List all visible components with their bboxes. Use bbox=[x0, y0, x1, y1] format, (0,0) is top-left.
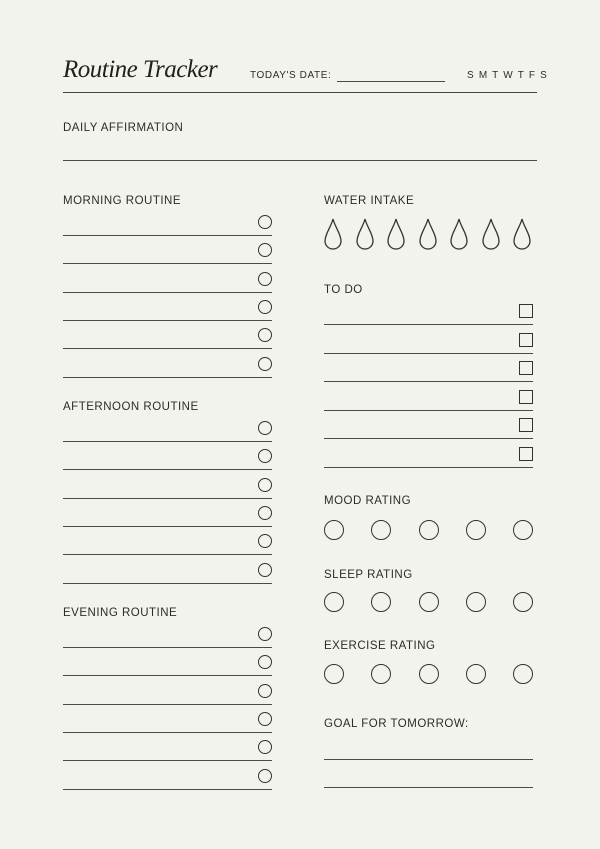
todo-checkbox[interactable] bbox=[519, 390, 533, 404]
exercise-rating-label: EXERCISE RATING bbox=[324, 640, 436, 652]
rating-circle[interactable] bbox=[513, 592, 533, 612]
todo-entry-line[interactable] bbox=[324, 410, 533, 411]
water-drop-icon[interactable] bbox=[419, 218, 437, 250]
affirmation-line[interactable] bbox=[63, 160, 537, 161]
rating-circle[interactable] bbox=[324, 592, 344, 612]
todo-label: TO DO bbox=[324, 284, 363, 296]
morning-routine-label: MORNING ROUTINE bbox=[63, 195, 182, 207]
routine-check-circle[interactable] bbox=[258, 272, 272, 286]
routine-entry-line[interactable] bbox=[63, 526, 272, 527]
routine-entry-line[interactable] bbox=[63, 554, 272, 555]
page-title: Routine Tracker bbox=[63, 56, 218, 83]
todo-entry-line[interactable] bbox=[324, 438, 533, 439]
routine-entry-line[interactable] bbox=[63, 675, 272, 676]
water-drop-icon[interactable] bbox=[450, 218, 468, 250]
routine-entry-line[interactable] bbox=[63, 292, 272, 293]
routine-check-circle[interactable] bbox=[258, 478, 272, 492]
routine-entry-line[interactable] bbox=[63, 583, 272, 584]
rating-circle[interactable] bbox=[513, 664, 533, 684]
routine-check-circle[interactable] bbox=[258, 655, 272, 669]
routine-check-circle[interactable] bbox=[258, 215, 272, 229]
routine-entry-line[interactable] bbox=[63, 789, 272, 790]
routine-check-circle[interactable] bbox=[258, 421, 272, 435]
todo-checkbox[interactable] bbox=[519, 447, 533, 461]
rating-circle[interactable] bbox=[419, 520, 439, 540]
routine-entry-line[interactable] bbox=[63, 377, 272, 378]
rating-circle[interactable] bbox=[324, 520, 344, 540]
water-drop-icon[interactable] bbox=[356, 218, 374, 250]
date-field-line[interactable] bbox=[337, 81, 445, 82]
routine-check-circle[interactable] bbox=[258, 740, 272, 754]
water-drop-icon[interactable] bbox=[482, 218, 500, 250]
routine-entry-line[interactable] bbox=[63, 235, 272, 236]
sleep-rating-label: SLEEP RATING bbox=[324, 569, 413, 581]
routine-check-circle[interactable] bbox=[258, 328, 272, 342]
routine-entry-line[interactable] bbox=[63, 704, 272, 705]
water-drop-icon[interactable] bbox=[324, 218, 342, 250]
todo-checkbox[interactable] bbox=[519, 304, 533, 318]
header-divider bbox=[63, 92, 537, 93]
routine-check-circle[interactable] bbox=[258, 712, 272, 726]
routine-check-circle[interactable] bbox=[258, 243, 272, 257]
routine-check-circle[interactable] bbox=[258, 449, 272, 463]
routine-check-circle[interactable] bbox=[258, 684, 272, 698]
rating-circle[interactable] bbox=[513, 520, 533, 540]
routine-entry-line[interactable] bbox=[63, 647, 272, 648]
routine-check-circle[interactable] bbox=[258, 563, 272, 577]
rating-circle[interactable] bbox=[419, 664, 439, 684]
date-label: TODAY'S DATE: bbox=[250, 70, 332, 81]
routine-check-circle[interactable] bbox=[258, 534, 272, 548]
water-drop-icon[interactable] bbox=[513, 218, 531, 250]
routine-entry-line[interactable] bbox=[63, 498, 272, 499]
routine-entry-line[interactable] bbox=[63, 760, 272, 761]
rating-circle[interactable] bbox=[371, 520, 391, 540]
rating-circle[interactable] bbox=[371, 592, 391, 612]
rating-circle[interactable] bbox=[466, 592, 486, 612]
todo-checkbox[interactable] bbox=[519, 418, 533, 432]
water-intake-label: WATER INTAKE bbox=[324, 195, 415, 207]
rating-circle[interactable] bbox=[324, 664, 344, 684]
rating-circle[interactable] bbox=[371, 664, 391, 684]
routine-check-circle[interactable] bbox=[258, 627, 272, 641]
afternoon-routine-label: AFTERNOON ROUTINE bbox=[63, 401, 199, 413]
routine-entry-line[interactable] bbox=[63, 732, 272, 733]
goal-label: GOAL FOR TOMORROW: bbox=[324, 718, 469, 730]
mood-rating-label: MOOD RATING bbox=[324, 495, 412, 507]
affirmation-label: DAILY AFFIRMATION bbox=[63, 122, 184, 134]
weekday-selector[interactable]: S M T W T F S bbox=[467, 70, 548, 81]
goal-entry-line[interactable] bbox=[324, 787, 533, 788]
todo-checkbox[interactable] bbox=[519, 333, 533, 347]
routine-entry-line[interactable] bbox=[63, 320, 272, 321]
todo-entry-line[interactable] bbox=[324, 353, 533, 354]
routine-entry-line[interactable] bbox=[63, 348, 272, 349]
routine-entry-line[interactable] bbox=[63, 469, 272, 470]
todo-checkbox[interactable] bbox=[519, 361, 533, 375]
rating-circle[interactable] bbox=[419, 592, 439, 612]
routine-check-circle[interactable] bbox=[258, 357, 272, 371]
routine-entry-line[interactable] bbox=[63, 263, 272, 264]
routine-check-circle[interactable] bbox=[258, 300, 272, 314]
todo-entry-line[interactable] bbox=[324, 467, 533, 468]
goal-entry-line[interactable] bbox=[324, 759, 533, 760]
rating-circle[interactable] bbox=[466, 664, 486, 684]
evening-routine-label: EVENING ROUTINE bbox=[63, 607, 178, 619]
todo-entry-line[interactable] bbox=[324, 324, 533, 325]
routine-check-circle[interactable] bbox=[258, 769, 272, 783]
rating-circle[interactable] bbox=[466, 520, 486, 540]
routine-entry-line[interactable] bbox=[63, 441, 272, 442]
todo-entry-line[interactable] bbox=[324, 381, 533, 382]
water-drop-icon[interactable] bbox=[387, 218, 405, 250]
routine-check-circle[interactable] bbox=[258, 506, 272, 520]
